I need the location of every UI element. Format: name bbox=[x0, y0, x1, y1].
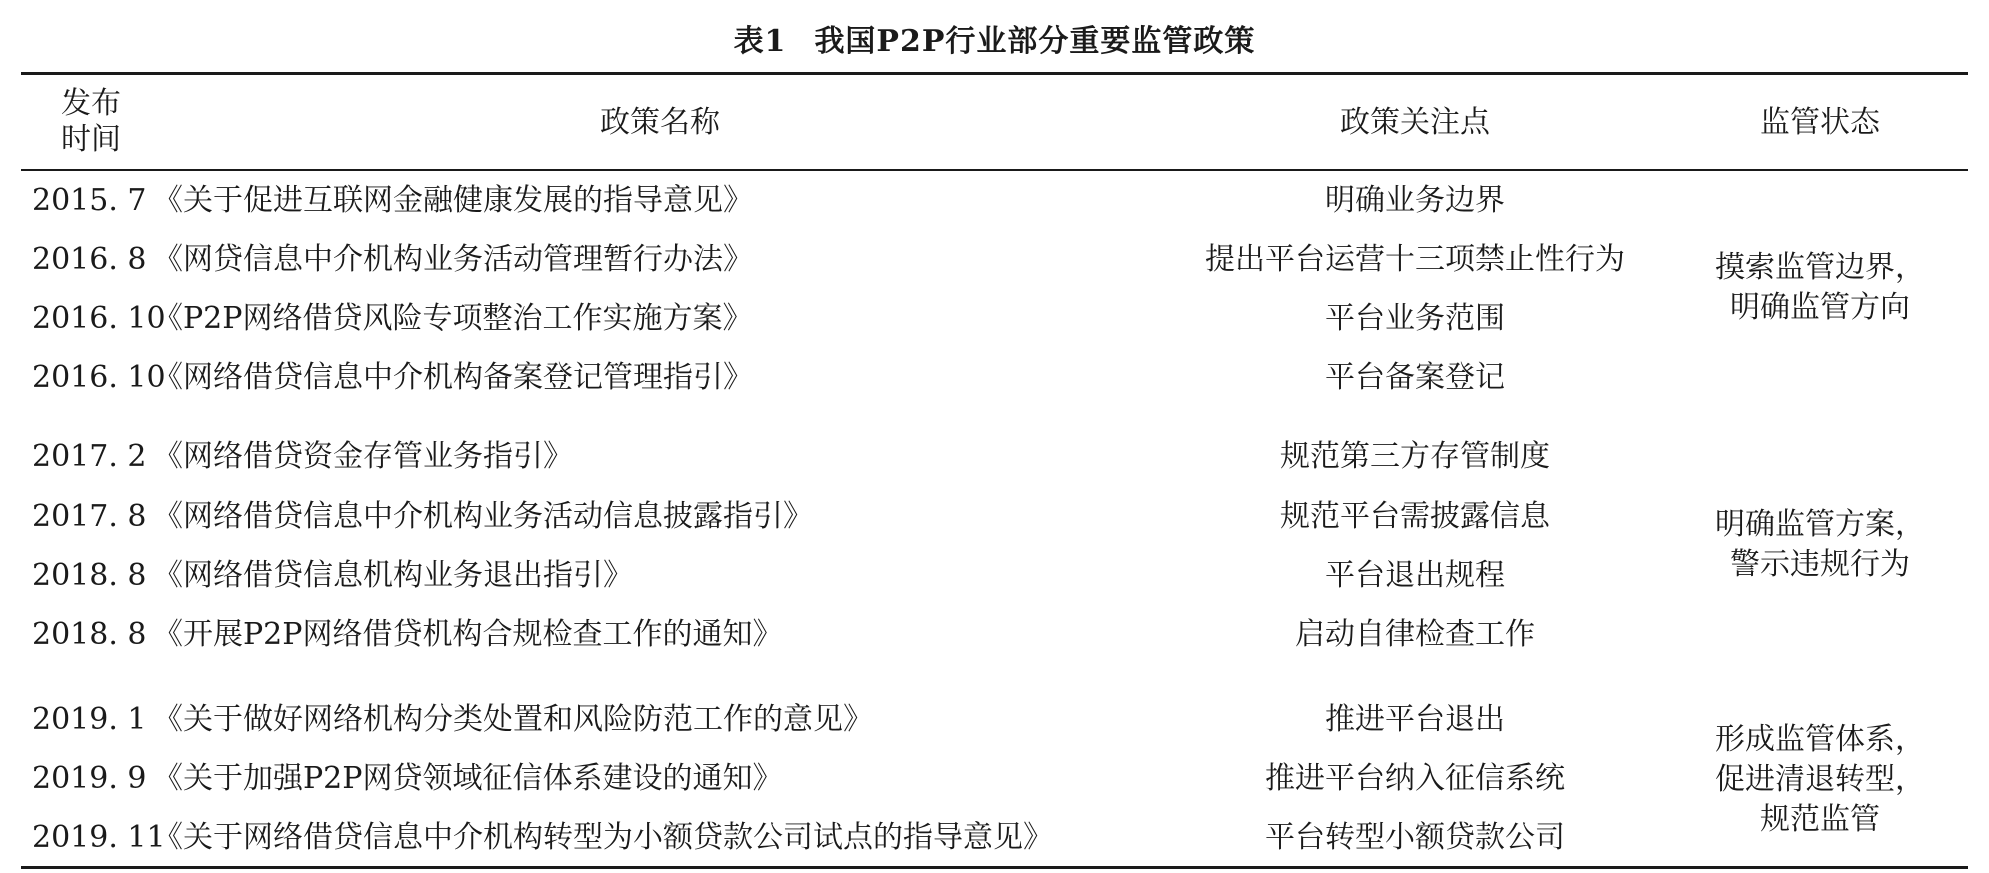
table-title: 我国P2P行业部分重要监管政策 bbox=[814, 24, 1256, 59]
header-regulatory-status: 监管状态 bbox=[1760, 105, 1880, 140]
header-publish-date bbox=[38, 86, 144, 158]
table-row bbox=[0, 700, 1989, 740]
status-group-1 bbox=[1700, 248, 1940, 328]
row-policy-name: 《关于促进互联网金融健康发展的指导意见》 bbox=[153, 183, 753, 218]
status-line: 形成监管体系， bbox=[1715, 722, 1925, 757]
row-policy-name: 《关于做好网络机构分类处置和风险防范工作的意见》 bbox=[153, 702, 873, 737]
row-date: 2018. 8 bbox=[32, 617, 147, 652]
table-row bbox=[0, 299, 1989, 339]
row-date: 2016. 10 bbox=[32, 360, 166, 395]
row-date: 2015. 7 bbox=[32, 183, 147, 218]
table-row bbox=[0, 358, 1989, 398]
row-policy-focus: 启动自律检查工作 bbox=[1295, 617, 1535, 652]
table-row bbox=[0, 818, 1989, 858]
status-line: 明确监管方案， bbox=[1715, 507, 1925, 542]
row-policy-focus: 平台备案登记 bbox=[1325, 360, 1505, 395]
table-row bbox=[0, 497, 1989, 537]
row-policy-focus: 推进平台退出 bbox=[1325, 702, 1505, 737]
row-date: 2019. 1 bbox=[32, 702, 147, 737]
row-policy-name: 《网络借贷资金存管业务指引》 bbox=[153, 439, 573, 474]
top-rule bbox=[21, 72, 1968, 75]
status-group-2 bbox=[1700, 505, 1940, 585]
table-row bbox=[0, 181, 1989, 221]
status-line: 促进清退转型， bbox=[1715, 762, 1925, 797]
row-policy-focus: 提出平台运营十三项禁止性行为 bbox=[1205, 242, 1625, 277]
row-policy-focus: 规范平台需披露信息 bbox=[1280, 499, 1550, 534]
header-date-line2: 时间 bbox=[61, 122, 121, 157]
row-policy-focus: 规范第三方存管制度 bbox=[1280, 439, 1550, 474]
row-policy-name: 《网贷信息中介机构业务活动管理暂行办法》 bbox=[153, 242, 753, 277]
status-group-3 bbox=[1700, 720, 1940, 840]
row-policy-focus: 推进平台纳入征信系统 bbox=[1265, 761, 1565, 796]
row-policy-name: 《网络借贷信息中介机构备案登记管理指引》 bbox=[153, 360, 753, 395]
header-policy-name: 政策名称 bbox=[600, 105, 720, 140]
row-date: 2016. 8 bbox=[32, 242, 147, 277]
row-date: 2019. 11 bbox=[32, 820, 166, 855]
row-policy-name: 《开展P2P网络借贷机构合规检查工作的通知》 bbox=[153, 617, 783, 652]
status-line: 明确监管方向 bbox=[1730, 290, 1910, 325]
row-policy-name: 《关于网络借贷信息中介机构转型为小额贷款公司试点的指导意见》 bbox=[153, 820, 1053, 855]
row-date: 2017. 2 bbox=[32, 439, 147, 474]
row-policy-focus: 平台业务范围 bbox=[1325, 301, 1505, 336]
status-line: 规范监管 bbox=[1760, 802, 1880, 837]
table-row bbox=[0, 437, 1989, 477]
table-row bbox=[0, 556, 1989, 596]
bottom-rule bbox=[21, 866, 1968, 869]
row-policy-name: 《网络借贷信息中介机构业务活动信息披露指引》 bbox=[153, 499, 813, 534]
table-row bbox=[0, 615, 1989, 655]
row-date: 2018. 8 bbox=[32, 558, 147, 593]
table-row bbox=[0, 240, 1989, 280]
table-caption bbox=[0, 16, 1989, 60]
row-policy-focus: 明确业务边界 bbox=[1325, 183, 1505, 218]
row-date: 2016. 10 bbox=[32, 301, 166, 336]
header-rule bbox=[21, 169, 1968, 171]
table-number: 表1 bbox=[733, 24, 787, 59]
row-policy-name: 《网络借贷信息机构业务退出指引》 bbox=[153, 558, 633, 593]
row-date: 2017. 8 bbox=[32, 499, 147, 534]
row-policy-name: 《关于加强P2P网贷领域征信体系建设的通知》 bbox=[153, 761, 783, 796]
status-line: 警示违规行为 bbox=[1730, 547, 1910, 582]
row-policy-name: 《P2P网络借贷风险专项整治工作实施方案》 bbox=[153, 301, 753, 336]
header-date-line1: 发布 bbox=[61, 86, 121, 121]
header-policy-focus: 政策关注点 bbox=[1340, 105, 1490, 140]
row-policy-focus: 平台退出规程 bbox=[1325, 558, 1505, 593]
status-line: 摸索监管边界， bbox=[1715, 250, 1925, 285]
row-policy-focus: 平台转型小额贷款公司 bbox=[1265, 820, 1565, 855]
table-row bbox=[0, 759, 1989, 799]
row-date: 2019. 9 bbox=[32, 761, 147, 796]
